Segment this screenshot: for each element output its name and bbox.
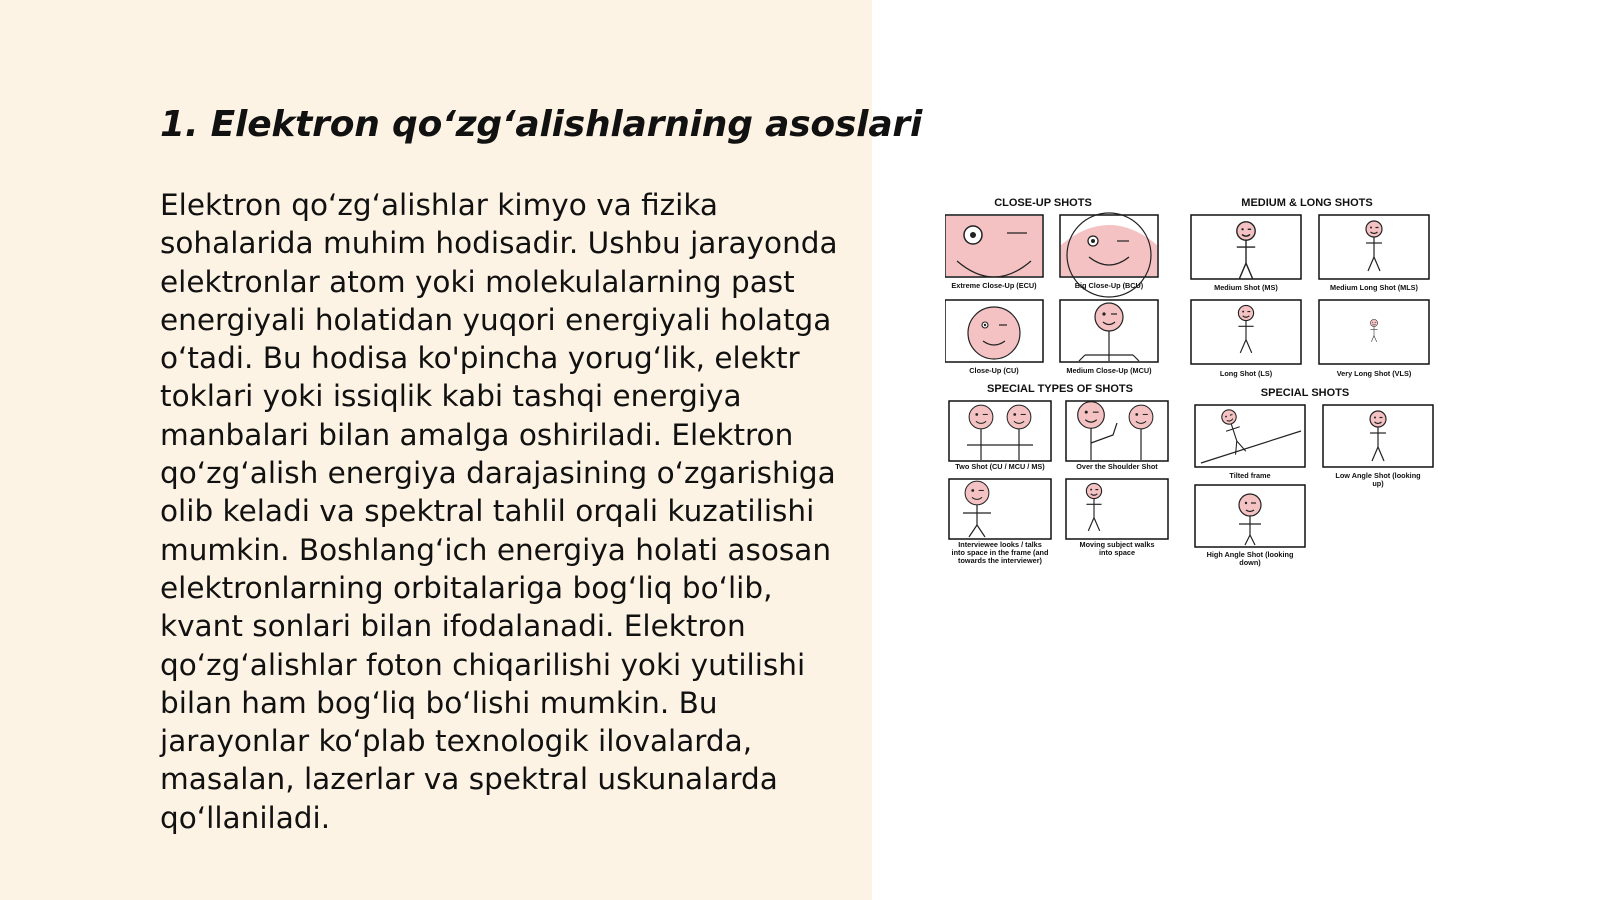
caption-ecu: Extreme Close-Up (ECU): [951, 281, 1037, 290]
caption-high-angle-1: High Angle Shot (looking: [1206, 550, 1294, 559]
caption-over-shoulder: Over the Shoulder Shot: [1076, 462, 1158, 471]
caption-moving-1: Moving subject walks: [1079, 540, 1155, 549]
caption-mcu: Medium Close-Up (MCU): [1066, 366, 1152, 375]
caption-ms: Medium Shot (MS): [1214, 283, 1278, 292]
shot-ms: [1191, 215, 1301, 292]
shot-interviewee: [949, 479, 1051, 565]
caption-bcu: Big Close-Up (BCU): [1074, 281, 1144, 290]
shot-bcu: [1060, 213, 1158, 297]
caption-cu: Close-Up (CU): [969, 366, 1019, 375]
caption-interviewee-1: Interviewee looks / talks: [958, 540, 1042, 549]
caption-vls: Very Long Shot (VLS): [1336, 369, 1412, 378]
caption-ls: Long Shot (LS): [1219, 369, 1273, 378]
shot-tilted-frame: [1195, 405, 1305, 480]
camera-shot-types-figure: [945, 195, 1455, 580]
caption-low-angle-1: Low Angle Shot (looking: [1335, 471, 1421, 480]
shot-mcu: [1060, 300, 1158, 375]
caption-tilted: Tilted frame: [1229, 471, 1271, 480]
shot-mls: [1319, 215, 1429, 292]
shot-two-shot: [949, 401, 1051, 471]
heading-special-shots: SPECIAL SHOTS: [1260, 387, 1350, 399]
heading-special-types: SPECIAL TYPES OF SHOTS: [987, 383, 1133, 395]
shot-ls: [1191, 300, 1301, 378]
caption-mls: Medium Long Shot (MLS): [1330, 283, 1418, 292]
shot-ecu: [945, 215, 1043, 290]
heading-closeup-shots: CLOSE-UP SHOTS: [994, 197, 1092, 209]
shot-vls: [1319, 300, 1429, 378]
caption-low-angle-2: up): [1372, 479, 1384, 488]
shot-over-shoulder: [1066, 401, 1168, 471]
shot-high-angle: [1195, 485, 1305, 567]
caption-moving-2: into space: [1098, 548, 1136, 557]
slide-title: 1. Elektron qo‘zg‘alishlarning asoslari: [160, 104, 923, 145]
shot-cu: [945, 300, 1043, 375]
caption-interviewee-3: towards the interviewer): [958, 556, 1042, 565]
caption-interviewee-2: into space in the frame (and: [951, 548, 1049, 557]
heading-medium-long-shots: MEDIUM & LONG SHOTS: [1241, 197, 1373, 209]
slide-body-text: Elektron qo‘zg‘alishlar kimyo va fizika sohalarida muhim hodisadir. Ushbu jarayonda elektronlar atom yoki molekulalarning past energiyali holatidan yuqori energiyali holatga o‘tadi. Bu hodisa ko'pincha yorug‘lik, elektr toklari yoki issiqlik kabi tashqi energiya manbalari bilan amalga oshiriladi. Elektron qo‘zg‘alish energiya darajasining o‘zgarishiga olib keladi va spektral tahlil orqali kuzatilishi mumkin. Boshlang‘ich energiya holati asosan elektronlarning orbitalariga bog‘liq bo‘lib, kvant sonlari bilan ifodalanadi. Elektron qo‘zg‘alishlar foton chiqarilishi yoki yutilishi bilan ham bog‘liq bo‘lishi mumkin. Bu jarayonlar ko‘plab texnologik ilovalarda, masalan, lazerlar va spektral uskunalarda qo‘llaniladi.: [160, 188, 838, 835]
caption-high-angle-2: down): [1239, 558, 1261, 567]
shot-moving-subject: [1066, 479, 1168, 557]
caption-two-shot: Two Shot (CU / MCU / MS): [955, 462, 1045, 471]
shot-low-angle: [1323, 405, 1433, 488]
